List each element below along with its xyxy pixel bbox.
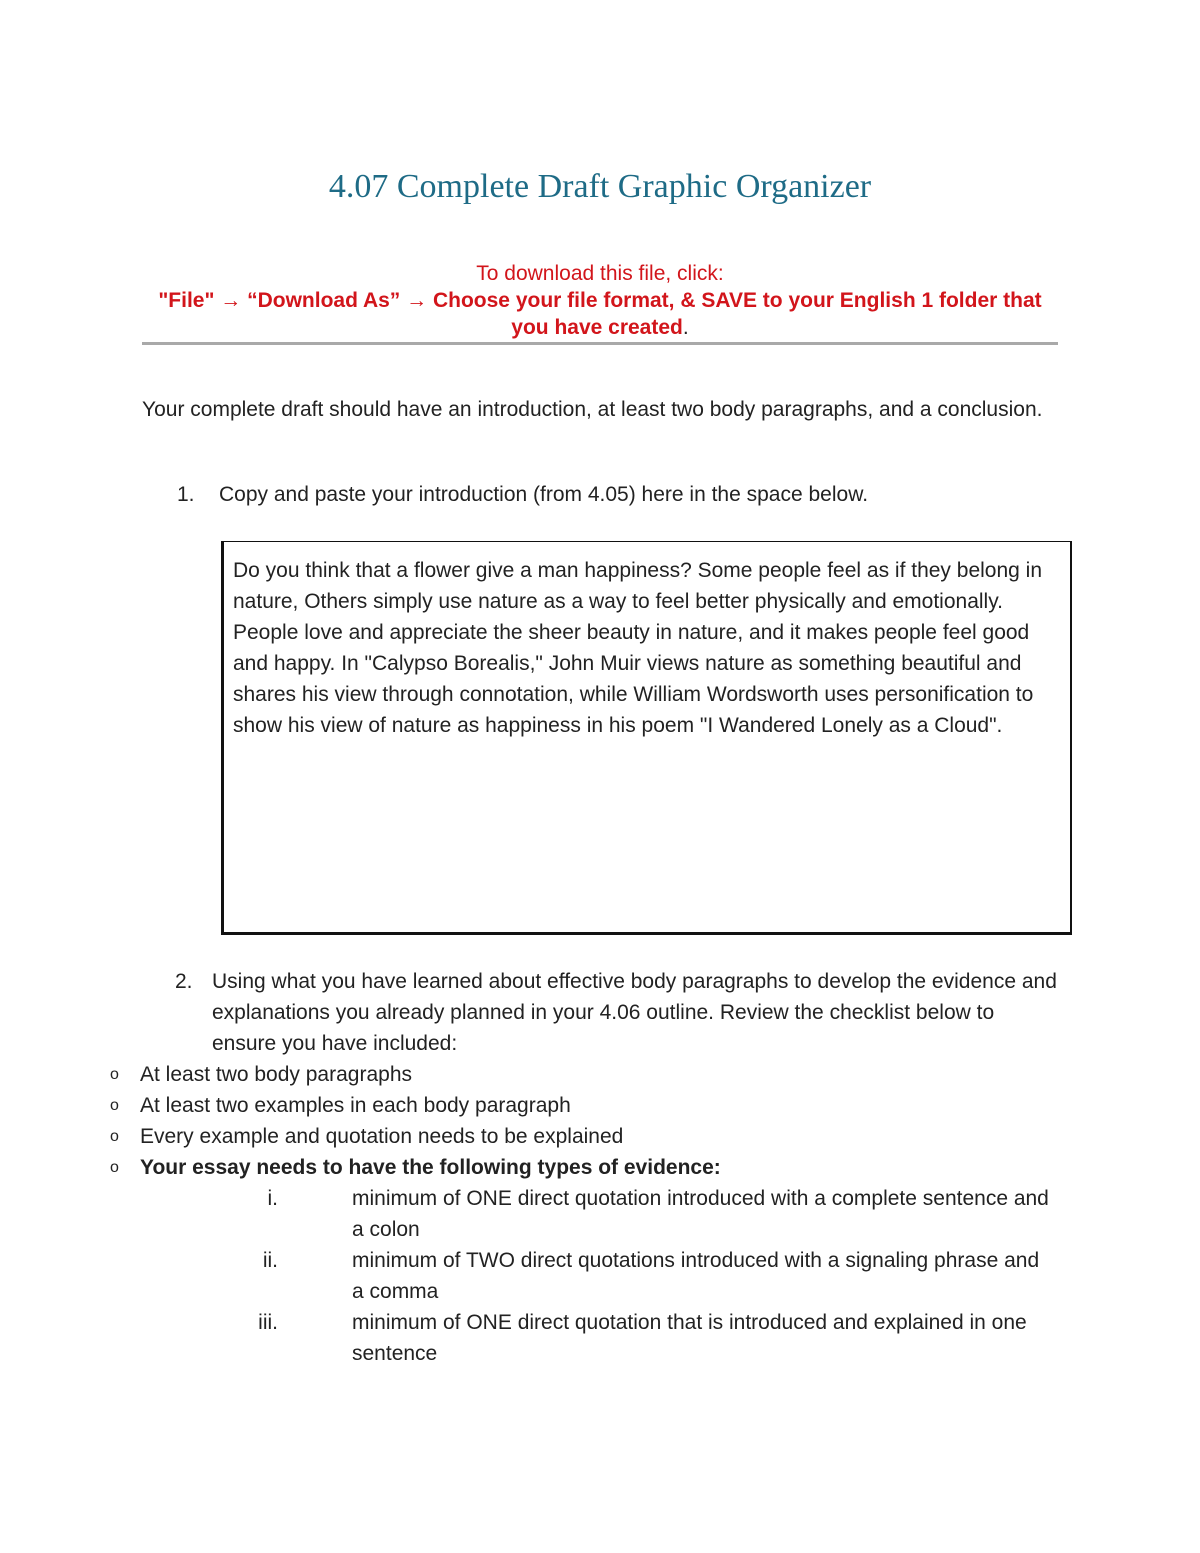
hollow-bullet-icon: o: [110, 1066, 119, 1083]
checklist: [106, 1059, 956, 1183]
checklist-item: [106, 1090, 956, 1121]
checklist-item: [106, 1059, 956, 1090]
download-instructions-period: .: [682, 316, 689, 339]
introduction-answer-box[interactable]: [221, 541, 1072, 935]
evidence-subitem-text: minimum of ONE direct quotation that is introduced and explained in one sentence: [352, 1311, 1027, 1365]
introduction-answer-text[interactable]: Do you think that a flower give a man happiness? Some people feel as if they belong in nature, Others simply use nature as a way to feel better physically and emotionally. People love and appreciate the sheer beauty in nature, and it makes people feel good and happy. In "Calypso Borealis," John Muir views nature as something beautiful and shares his view through connotation, while William Wordsworth uses personification to show his view of nature as happiness in his poem "I Wandered Lonely as a Cloud".: [233, 559, 1043, 737]
evidence-sublist: [248, 1183, 1048, 1369]
question-1-number: 1.: [177, 483, 195, 506]
download-instructions-line1: To download this file, click:: [476, 262, 724, 285]
checklist-item: [106, 1152, 956, 1183]
intro-paragraph: Your complete draft should have an introduction, at least two body paragraphs, and a conclusion.: [142, 398, 1043, 421]
hollow-bullet-icon: o: [110, 1159, 119, 1176]
checklist-item-text: At least two body paragraphs: [140, 1063, 412, 1086]
hollow-bullet-icon: o: [110, 1128, 119, 1145]
checklist-item-text: At least two examples in each body paragraph: [140, 1094, 571, 1117]
download-instructions: [142, 260, 1058, 341]
question-2-number: 2.: [175, 970, 193, 993]
download-instructions-steps: "File" → “Download As” → Choose your file format, & SAVE to your English 1 folder that you have created: [158, 289, 1042, 339]
document-title: 4.07 Complete Draft Graphic Organizer: [328, 168, 872, 205]
evidence-subitem-text: minimum of ONE direct quotation introduced with a complete sentence and a colon: [352, 1187, 1049, 1241]
roman-numeral: iii.: [258, 1311, 278, 1334]
horizontal-divider: [142, 342, 1058, 345]
checklist-item-text: Every example and quotation needs to be explained: [140, 1125, 624, 1148]
evidence-subitem: [248, 1183, 1048, 1245]
question-1-text: Copy and paste your introduction (from 4.05) here in the space below.: [219, 483, 869, 506]
checklist-item: [106, 1121, 956, 1152]
checklist-item-text: Your essay needs to have the following types of evidence:: [140, 1156, 721, 1179]
hollow-bullet-icon: o: [110, 1097, 119, 1114]
roman-numeral: i.: [267, 1187, 278, 1210]
evidence-subitem: [248, 1307, 1048, 1369]
question-2-text: Using what you have learned about effective body paragraphs to develop the evidence and explanations you already planned in your 4.06 outline. Review the checklist below to ensure you have included:: [212, 970, 1057, 1055]
evidence-subitem-text: minimum of TWO direct quotations introduced with a signaling phrase and a comma: [352, 1249, 1040, 1303]
evidence-subitem: [248, 1245, 1048, 1307]
roman-numeral: ii.: [262, 1249, 278, 1272]
